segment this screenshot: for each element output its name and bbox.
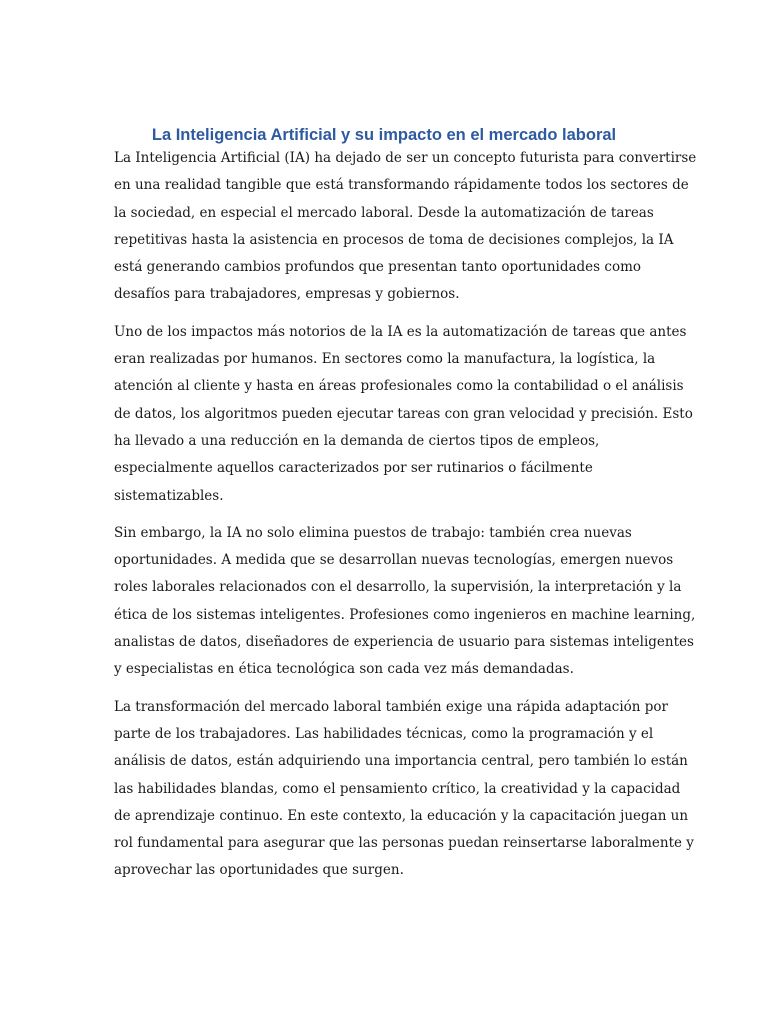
text-line: aprovechar las oportunidades que surgen. [114, 862, 404, 879]
text-line: atención al cliente y hasta en áreas profesionales como la contabilidad o el análisis [114, 378, 684, 395]
text-line: oportunidades. A medida que se desarrollan nuevas tecnologías, emergen nuevos [114, 552, 674, 569]
text-line: rol fundamental para asegurar que las personas puedan reinsertarse laboralmente y [114, 835, 694, 852]
paragraph-1 [114, 145, 697, 309]
paragraph-4 [114, 694, 694, 885]
text-line: repetitivas hasta la asistencia en procesos de toma de decisiones complejos, la IA [114, 231, 674, 248]
paragraph-2 [114, 319, 693, 510]
text-line: desafíos para trabajadores, empresas y gobiernos. [114, 286, 460, 303]
text-line: está generando cambios profundos que presentan tanto oportunidades como [114, 259, 641, 276]
text-line: ética de los sistemas inteligentes. Profesiones como ingenieros en machine learning, [114, 606, 696, 623]
document-body [114, 145, 697, 895]
text-line: eran realizadas por humanos. En sectores como la manufactura, la logística, la [114, 351, 656, 368]
text-line: ha llevado a una reducción en la demanda de ciertos tipos de empleos, [114, 432, 600, 449]
paragraph-3 [114, 520, 696, 684]
text-line: de datos, los algoritmos pueden ejecutar tareas con gran velocidad y precisión. Esto [114, 405, 693, 422]
text-line: la sociedad, en especial el mercado laboral. Desde la automatización de tareas [114, 204, 654, 221]
document-title: La Inteligencia Artificial y su impacto en el mercado laboral [151, 126, 617, 144]
text-line: La transformación del mercado laboral también exige una rápida adaptación por [114, 698, 668, 715]
text-line: las habilidades blandas, como el pensamiento crítico, la creatividad y la capacidad [114, 780, 681, 797]
text-line: Uno de los impactos más notorios de la IA es la automatización de tareas que antes [114, 323, 687, 340]
text-line: parte de los trabajadores. Las habilidades técnicas, como la programación y el [114, 725, 654, 742]
text-line: en una realidad tangible que está transformando rápidamente todos los sectores de [114, 177, 689, 194]
text-line: La Inteligencia Artificial (IA) ha dejado de ser un concepto futurista para convertirse [114, 150, 697, 166]
text-line: Sin embargo, la IA no solo elimina puestos de trabajo: también crea nuevas [114, 524, 632, 541]
text-line: de aprendizaje continuo. En este contexto, la educación y la capacitación juegan un [114, 807, 689, 824]
text-line: especialmente aquellos caracterizados por ser rutinarios o fácilmente [114, 460, 593, 477]
text-line: roles laborales relacionados con el desarrollo, la supervisión, la interpretación y la [114, 579, 682, 596]
text-line: analistas de datos, diseñadores de experiencia de usuario para sistemas inteligentes [114, 634, 694, 651]
text-line: análisis de datos, están adquiriendo una importancia central, pero también lo están [114, 753, 688, 770]
text-line: sistematizables. [114, 487, 224, 504]
text-line: y especialistas en ética tecnológica son cada vez más demandadas. [114, 661, 574, 678]
